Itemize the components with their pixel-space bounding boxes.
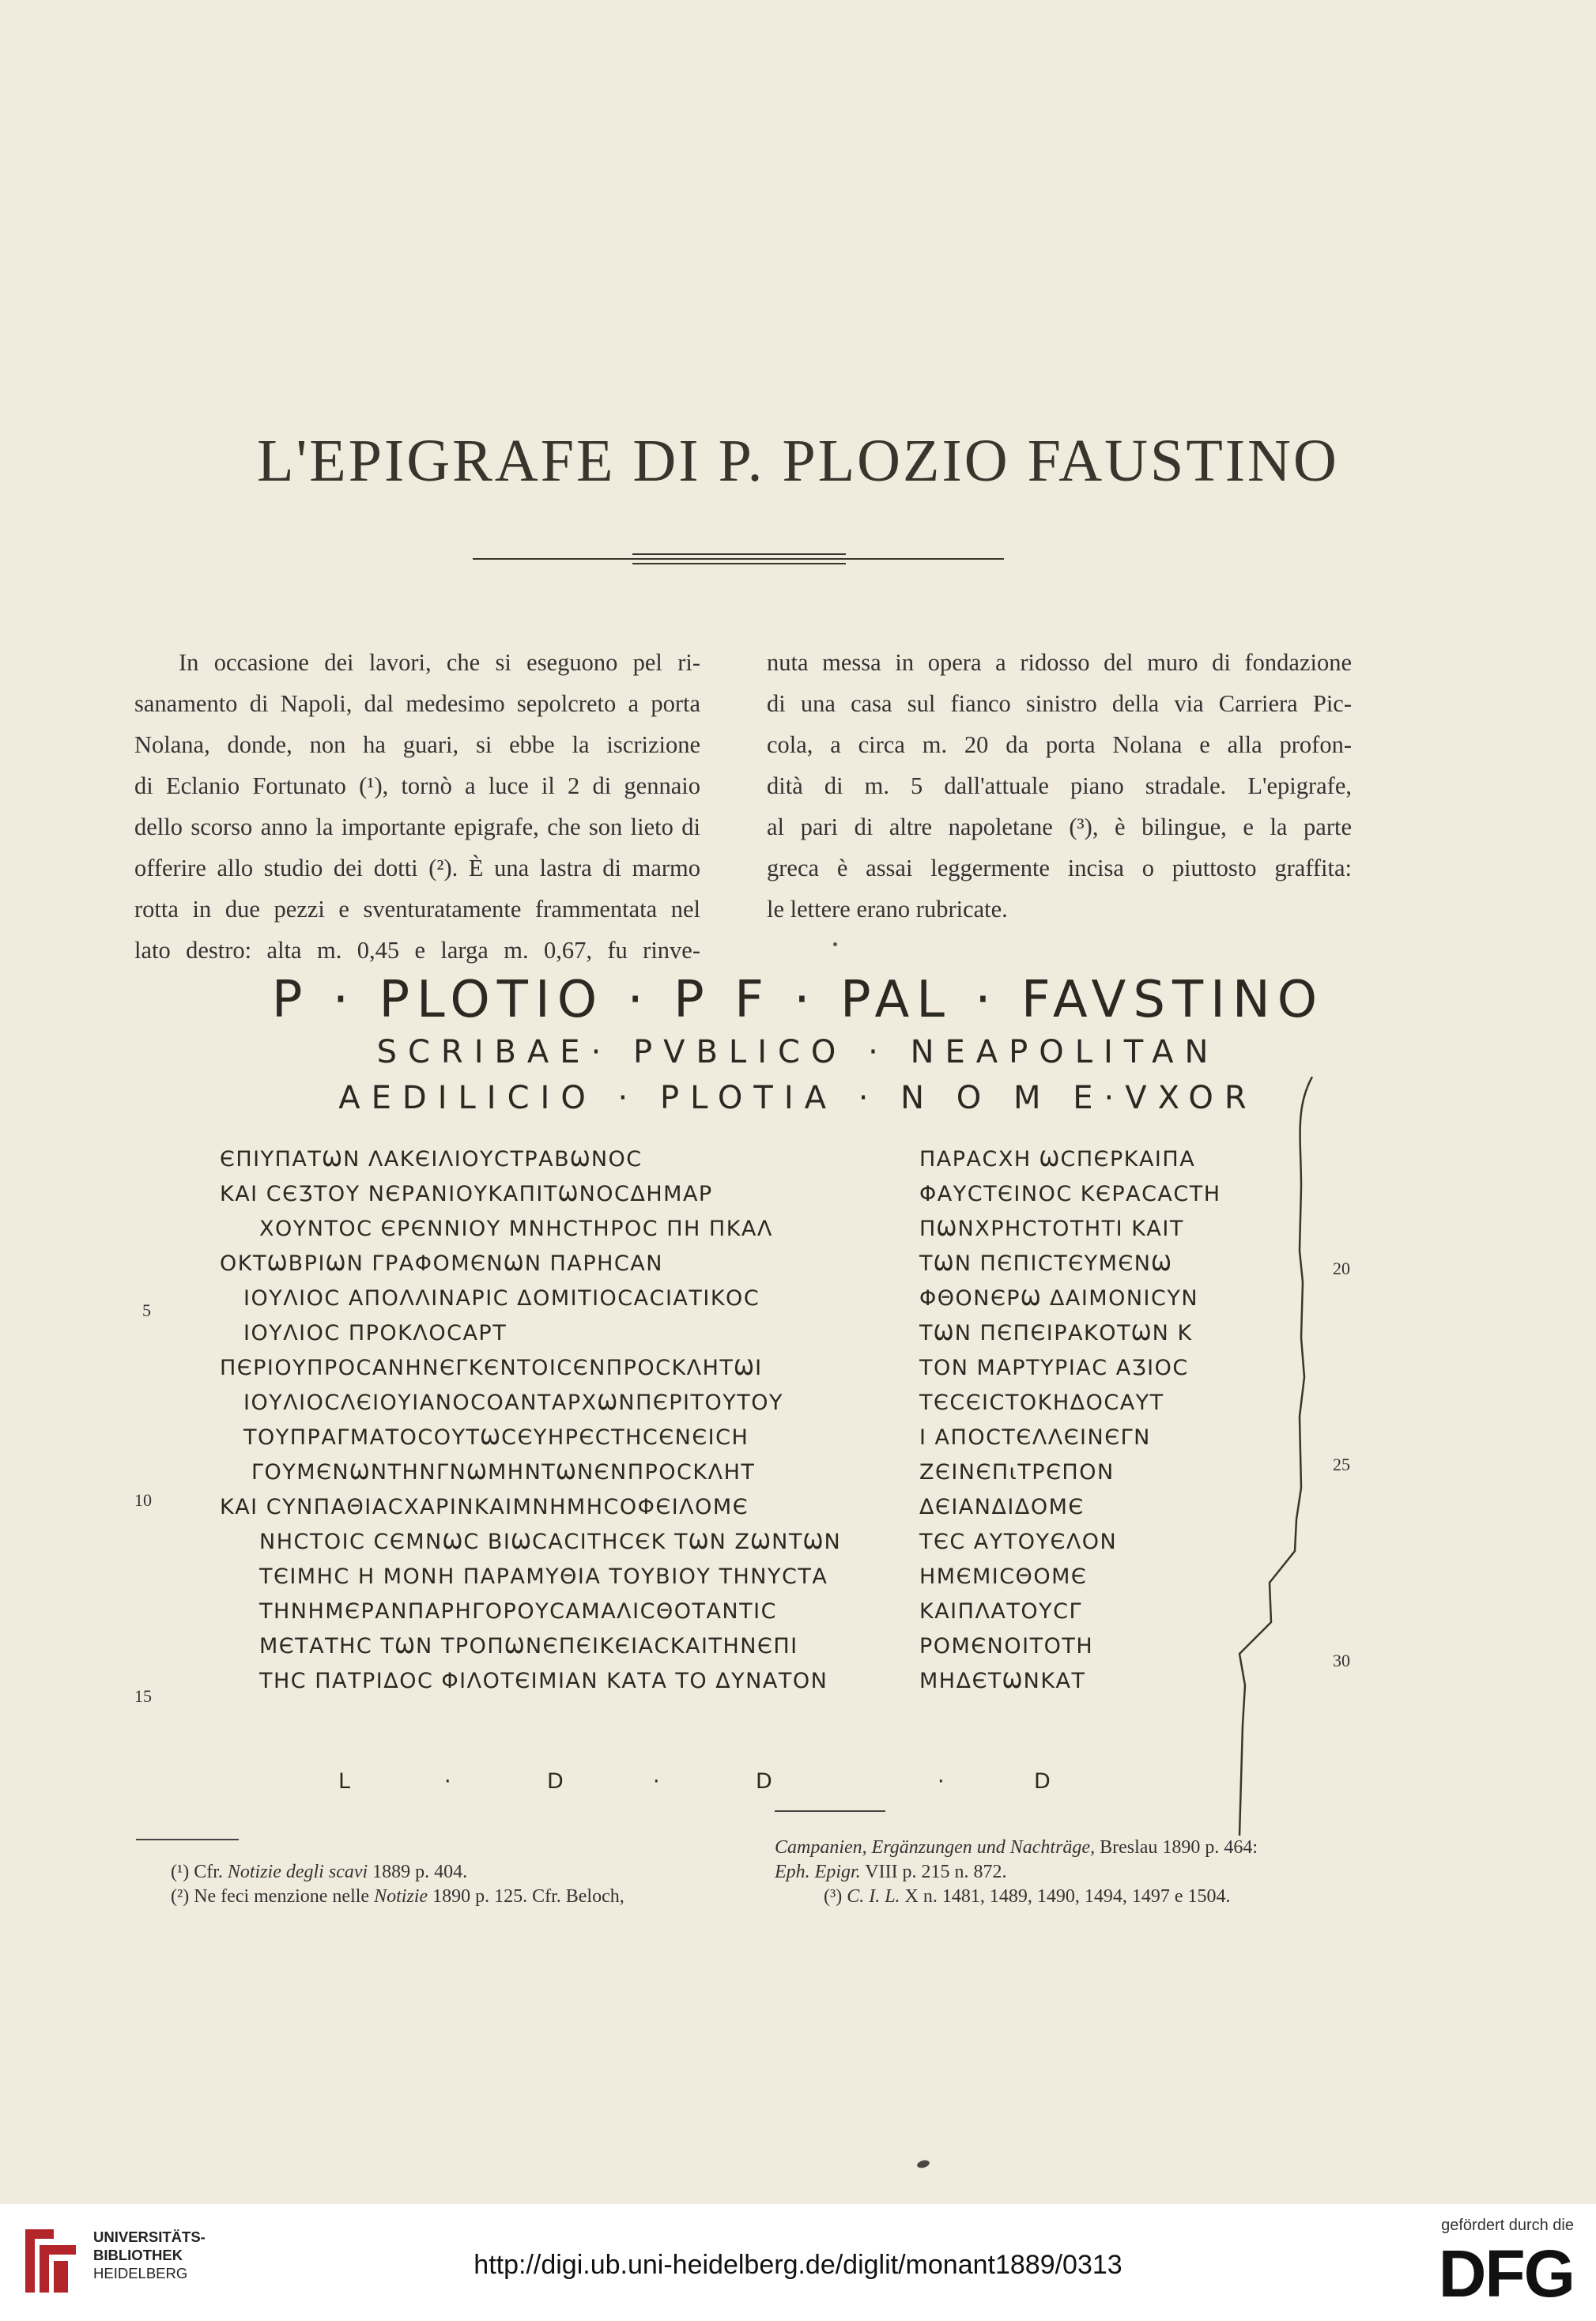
greek-line: ΤЄϹЄΙϹΤΟΚΗΔΟϹΑΥΤ bbox=[919, 1391, 1164, 1415]
greek-line: ΤЄΙΜΗϹ Η ΜΟΝΗ ΠΑΡΑΜΥΘΙΑ ΤΟΥΒΙΟΥ ΤΗΝΥϹΤΑ bbox=[259, 1564, 828, 1589]
inscription-latin-line: AEDILICIO · PLOTIA · N O M E·VXOR bbox=[338, 1080, 1258, 1116]
footnote-2-continued: Eph. Epigr. VIII p. 215 n. 872. bbox=[775, 1862, 1007, 1882]
footnote-1: (¹) Cfr. Notizie degli scavi 1889 p. 404. bbox=[171, 1862, 468, 1882]
greek-line: ΙΟΥΛΙΟϹΛЄΙΟΥΙΑΝΟϹΟΑΝΤΑΡΧѠΝΠЄΡΙΤΟΥΤΟΥ bbox=[243, 1391, 783, 1415]
title-rule-accent bbox=[632, 563, 846, 564]
greek-line: ΤѠΝ ΠЄΠΙϹΤЄΥΜЄΝѠ bbox=[919, 1251, 1173, 1276]
line-number: 15 bbox=[134, 1686, 152, 1706]
text-line: In occasione dei lavori, che si eseguono pel ri- bbox=[179, 649, 700, 676]
greek-line: ΟΚΤѠΒΡΙѠΝ ΓΡΑΦΟΜЄΝѠΝ ΠΑΡΗϹΑΝ bbox=[220, 1251, 663, 1276]
title-rule bbox=[473, 558, 1004, 560]
greek-line: ΠѠΝΧΡΗϹΤΟΤΗΤΙ ΚΑΙΤ bbox=[919, 1217, 1184, 1241]
greek-line: ΚΑΙΠΛΑΤΟΥϹΓ bbox=[919, 1599, 1083, 1624]
greek-line: ΖЄΙΝЄΠιΤΡЄΠΟΝ bbox=[919, 1460, 1115, 1485]
footnote-rule bbox=[136, 1839, 239, 1840]
page-title: L'EPIGRAFE DI P. PLOZIO FAUSTINO bbox=[257, 428, 1339, 494]
text-line: rotta in due pezzi e sventuratamente frammentata nel bbox=[134, 896, 700, 923]
text-line: di Eclanio Fortunato (¹), tornò a luce il 2 di gennaio bbox=[134, 772, 700, 799]
greek-line: ΙΟΥΛΙΟϹ ΑΠΟΛΛΙΝΑΡΙϹ ΔΟΜΙΤΙΟϹΑϹΙΑΤΙΚΟϹ bbox=[243, 1286, 760, 1311]
last-line-char: · bbox=[653, 1769, 662, 1794]
greek-line: ΦΘΟΝЄΡѠ ΔΑΙΜΟΝΙϹΥΝ bbox=[919, 1286, 1199, 1311]
last-line-char: D bbox=[756, 1769, 774, 1794]
greek-line: ΚΑΙ ϹЄƷΤΟΥ ΝЄΡΑΝΙΟΥΚΑΠΙΤѠΝΟϹΔΗΜΑΡ bbox=[220, 1182, 713, 1206]
greek-line: ΙΟΥΛΙΟϹ ΠΡΟΚΛΟϹΑΡΤ bbox=[243, 1321, 507, 1345]
last-line-char: L bbox=[338, 1769, 352, 1794]
footnote-3: (³) C. I. L. X n. 1481, 1489, 1490, 1494, 1497 e 1504. bbox=[824, 1886, 1231, 1907]
body-column-left bbox=[134, 642, 700, 971]
greek-line: ΚΑΙ ϹΥΝΠΑΘΙΑϹΧΑΡΙΝΚΑΙΜΝΗΜΗϹΟΦЄΙΛΟΜЄ bbox=[220, 1495, 749, 1519]
sponsor-label: gefördert durch die bbox=[1441, 2217, 1574, 2234]
greek-line: ΤΟΥΠΡΑΓΜΑΤΟϹΟΥΤѠϹЄΥΗΡЄϹΤΗϹЄΝЄΙϹΗ bbox=[243, 1425, 749, 1450]
dfg-logo-icon[interactable]: DFG bbox=[1438, 2236, 1574, 2311]
text-line: al pari di altre napoletane (³), è bilingue, e la parte bbox=[767, 813, 1352, 840]
page-url-link[interactable]: http://digi.ub.uni-heidelberg.de/diglit/monant1889/0313 bbox=[474, 2250, 1122, 2280]
ink-smudge bbox=[916, 2159, 930, 2169]
last-line-char: D bbox=[1034, 1769, 1052, 1794]
title-rule-accent bbox=[632, 553, 846, 555]
greek-line: ΤЄϹ ΑΥΤΟΥЄΛΟΝ bbox=[919, 1530, 1118, 1554]
greek-line: ΠЄΡΙΟΥΠΡΟϹΑΝΗΝЄΓΚЄΝΤΟΙϹЄΝΠΡΟϹΚΛΗΤѠΙ bbox=[220, 1356, 763, 1380]
greek-line: ЄΠΙΥΠΑΤѠΝ ΛΑΚЄΙΛΙΟΥϹΤΡΑΒѠΝΟϹ bbox=[220, 1147, 643, 1172]
greek-line: ΠΑΡΑϹΧΗ ѠϹΠЄΡΚΑΙΠΑ bbox=[919, 1147, 1196, 1172]
ink-dot bbox=[833, 942, 837, 946]
greek-line: ΔЄΙΑΝΔΙΔΟΜЄ bbox=[919, 1495, 1085, 1519]
line-number: 25 bbox=[1333, 1455, 1350, 1474]
text-line: le lettere erano rubricate. bbox=[767, 896, 1008, 923]
greek-line: ΜΗΔЄΤѠΝΚΑΤ bbox=[919, 1669, 1086, 1693]
greek-line: ΤѠΝ ΠЄΠЄΙΡΑΚΟΤѠΝ Κ bbox=[919, 1321, 1193, 1345]
line-number: 20 bbox=[1333, 1259, 1350, 1278]
greek-line: ΗΜЄΜΙϹΘΟΜЄ bbox=[919, 1564, 1088, 1589]
greek-line: ΤΟΝ ΜΑΡΤΥΡΙΑϹ ΑƷΙΟϹ bbox=[919, 1356, 1189, 1380]
fracture-line bbox=[1115, 1077, 1320, 1836]
text-line: offerire allo studio dei dotti (²). È una lastra di marmo bbox=[134, 855, 700, 881]
line-number: 10 bbox=[134, 1490, 152, 1510]
text-line: dello scorso anno la importante epigrafe, che son lieto di bbox=[134, 813, 700, 840]
text-line: dità di m. 5 dall'attuale piano stradale. L'epigrafe, bbox=[767, 772, 1352, 799]
greek-line: Ι ΑΠΟϹΤЄΛΛЄΙΝЄΓΝ bbox=[919, 1425, 1151, 1450]
last-line-char: · bbox=[444, 1769, 453, 1794]
greek-line: ΦΑΥϹΤЄΙΝΟϹ ΚЄΡΑϹΑϹΤΗ bbox=[919, 1182, 1221, 1206]
greek-line: ΓΟΥΜЄΝѠΝΤΗΝΓΝѠΜΗΝΤѠΝЄΝΠΡΟϹΚΛΗΤ bbox=[251, 1460, 756, 1485]
text-line: nuta messa in opera a ridosso del muro di fondazione bbox=[767, 649, 1352, 676]
text-line: Nolana, donde, non ha guari, si ebbe la iscrizione bbox=[134, 731, 700, 758]
inscription-last-line bbox=[0, 1764, 1596, 1799]
greek-line: ΝΗϹΤΟΙϹ ϹЄΜΝѠϹ ΒΙѠϹΑϹΙΤΗϹЄΚ ΤѠΝ ΖѠΝΤѠΝ bbox=[259, 1530, 842, 1554]
inscription-end-rule bbox=[775, 1810, 885, 1812]
line-number: 30 bbox=[1333, 1651, 1350, 1670]
greek-line: ΡΟΜЄΝΟΙΤΟΤΗ bbox=[919, 1634, 1094, 1659]
text-line: di una casa sul fianco sinistro della via Carriera Pic- bbox=[767, 690, 1352, 717]
body-column-right bbox=[767, 642, 1352, 930]
footnote-2-continued: Campanien, Ergänzungen und Nachträge, Breslau 1890 p. 464: bbox=[775, 1837, 1258, 1858]
greek-line: ΧΟΥΝΤΟϹ ЄΡЄΝΝΙΟΥ ΜΝΗϹΤΗΡΟϹ ΠΗ ΠΚΑΛ bbox=[259, 1217, 773, 1241]
greek-line: ΤΗϹ ΠΑΤΡΙΔΟϹ ΦΙΛΟΤЄΙΜΙΑΝ ΚΑΤΑ ΤΟ ΔΥΝΑΤΟΝ bbox=[259, 1669, 828, 1693]
last-line-char: · bbox=[938, 1769, 946, 1794]
last-line-char: D bbox=[547, 1769, 565, 1794]
text-line: sanamento di Napoli, dal medesimo sepolcreto a porta bbox=[134, 690, 700, 717]
greek-line: ΤΗΝΗΜЄΡΑΝΠΑΡΗΓΟΡΟΥϹΑΜΑΛΙϹΘΟΤΑΝΤΙϹ bbox=[259, 1599, 777, 1624]
library-name[interactable]: UNIVERSITÄTS- BIBLIOTHEK HEIDELBERG bbox=[93, 2229, 206, 2281]
text-line: greca è assai leggermente incisa o piuttosto graffita: bbox=[767, 855, 1352, 881]
text-line: lato destro: alta m. 0,45 e larga m. 0,67, fu rinve- bbox=[134, 937, 700, 964]
inscription-latin-line: P · PLOTIO · P F · PAL · FAVSTINO bbox=[271, 971, 1325, 1029]
line-number: 5 bbox=[142, 1300, 151, 1320]
inscription-latin-line: SCRIBAE· PVBLICO · NEAPOLITAN bbox=[376, 1034, 1220, 1070]
greek-line: ΜЄΤΑΤΗϹ ΤѠΝ ΤΡΟΠѠΝЄΠЄΙΚЄΙΑϹΚΑΙΤΗΝЄΠΙ bbox=[259, 1634, 798, 1659]
text-line: cola, a circa m. 20 da porta Nolana e alla profon- bbox=[767, 731, 1352, 758]
viewer-footer bbox=[0, 2204, 1596, 2321]
footnote-2: (²) Ne feci menzione nelle Notizie 1890 p. 125. Cfr. Beloch, bbox=[171, 1886, 624, 1907]
